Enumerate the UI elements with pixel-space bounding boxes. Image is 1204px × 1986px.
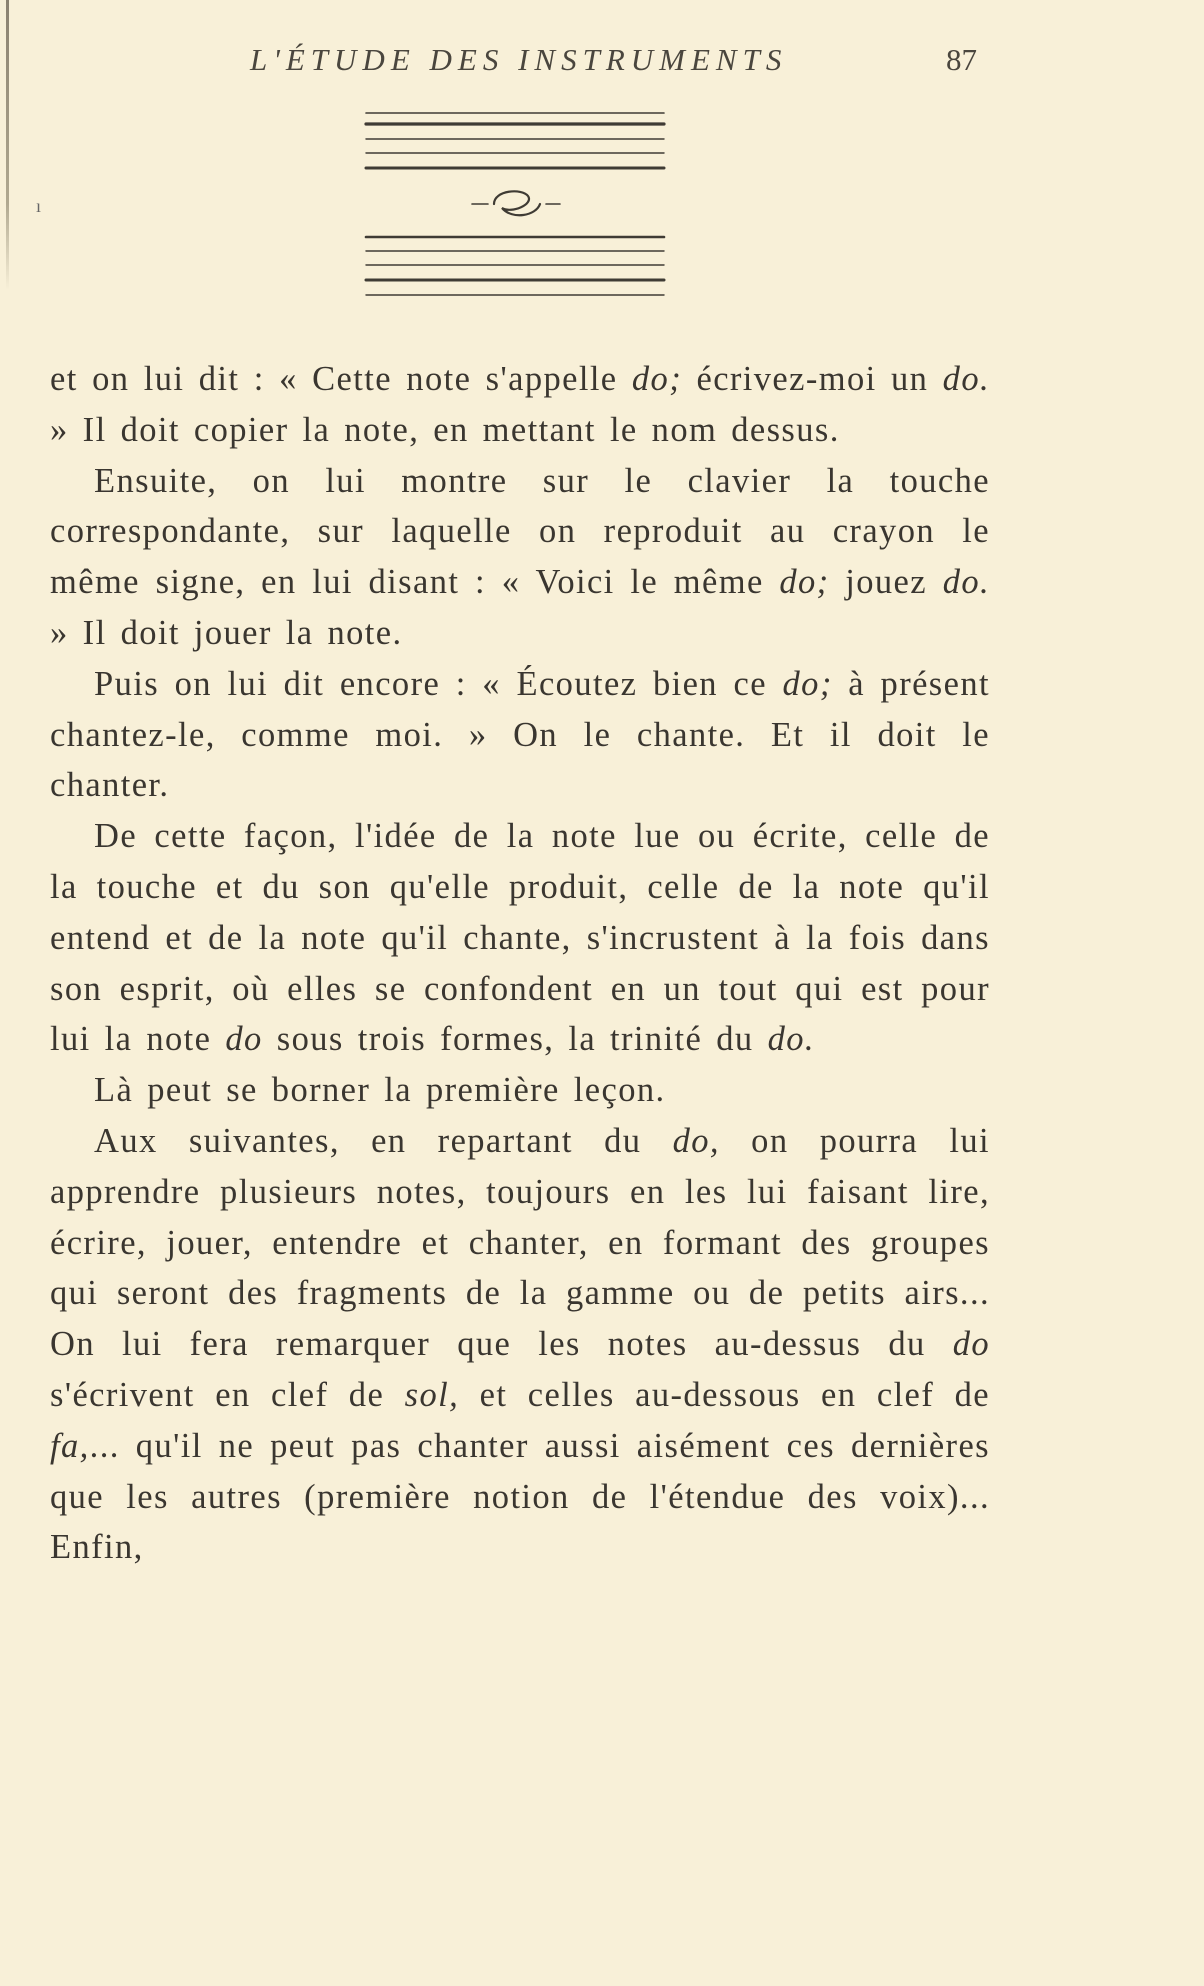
italic-run: do. [767,1020,815,1059]
italic-run: do. [942,360,990,398]
running-title: L'ÉTUDE DES INSTRUMENTS [250,42,788,77]
text-run: sous trois formes, la trinité du [262,1020,768,1059]
text-run: on pourra lui apprendre plusieurs notes, toujours en les lui faisant lire, écrire, jouer, entendre et chanter, en formant des groupes qui seront des fragments de la gamme ou de petits airs... On lui fera remarquer que les notes au-dessus du [50,1121,990,1364]
text-run: s'écrivent en clef de [50,1375,405,1414]
text-run: De cette façon, l'idée de la note lue ou écrite, celle de la touche et du son qu'elle produit, celle de la note qu'il entend et de la note qu'il chante, s'incrustent à la fois dans son esprit, où elles se confondent en un tout qui est pour lui la note [50,817,990,1059]
body-text [50,354,990,1573]
paragraph-4 [50,811,990,1065]
text-run: écrivez-moi un [682,360,943,398]
italic-run: do. [942,563,991,602]
text-run: Aux suivantes, en repartant du [94,1121,673,1160]
text-run: et on lui dit : « Cette note s'appelle [50,360,632,398]
text-run: Ensuite, on lui montre sur le clavier la touche correspondante, sur laquelle on reproduit au crayon le même signe, en lui disant : « Voici le même [50,461,990,602]
headpiece-rules-with-scroll-icon [362,110,668,310]
page-binding-edge [6,0,9,290]
text-run: Là peut se borner la première leçon. [94,1071,666,1110]
text-run: Puis on lui dit encore : « Écoutez bien ce [94,664,783,703]
italic-run: do; [631,360,683,398]
italic-run: do [225,1020,263,1059]
italic-run: do; [782,664,833,703]
text-run: et celles au-dessous en clef de [459,1375,990,1414]
text-run: » Il doit copier la note, en mettant le nom dessus. [50,410,840,449]
text-run: ... qu'il ne peut pas chanter aussi aisément ces dernières que les autres (première notion de l'étendue des voix)... Enfin, [50,1426,990,1567]
italic-run: do; [779,563,830,602]
text-run: » Il doit jouer la note. [50,613,403,652]
margin-mark: ı [36,196,42,216]
paragraph-6 [50,1116,990,1573]
paragraph-3 [50,659,990,811]
text-run: à présent chantez-le, comme moi. » On le chante. Et il doit le chanter. [50,664,990,805]
text-run: jouez [829,563,943,602]
paragraph-2 [50,456,990,659]
paragraph-1 [50,354,990,456]
paragraph-5 [50,1065,990,1116]
italic-run: fa, [50,1426,90,1465]
page-number: 87 [946,42,977,77]
italic-run: do [952,1325,990,1364]
italic-run: do, [672,1121,720,1160]
italic-run: sol, [404,1375,460,1414]
